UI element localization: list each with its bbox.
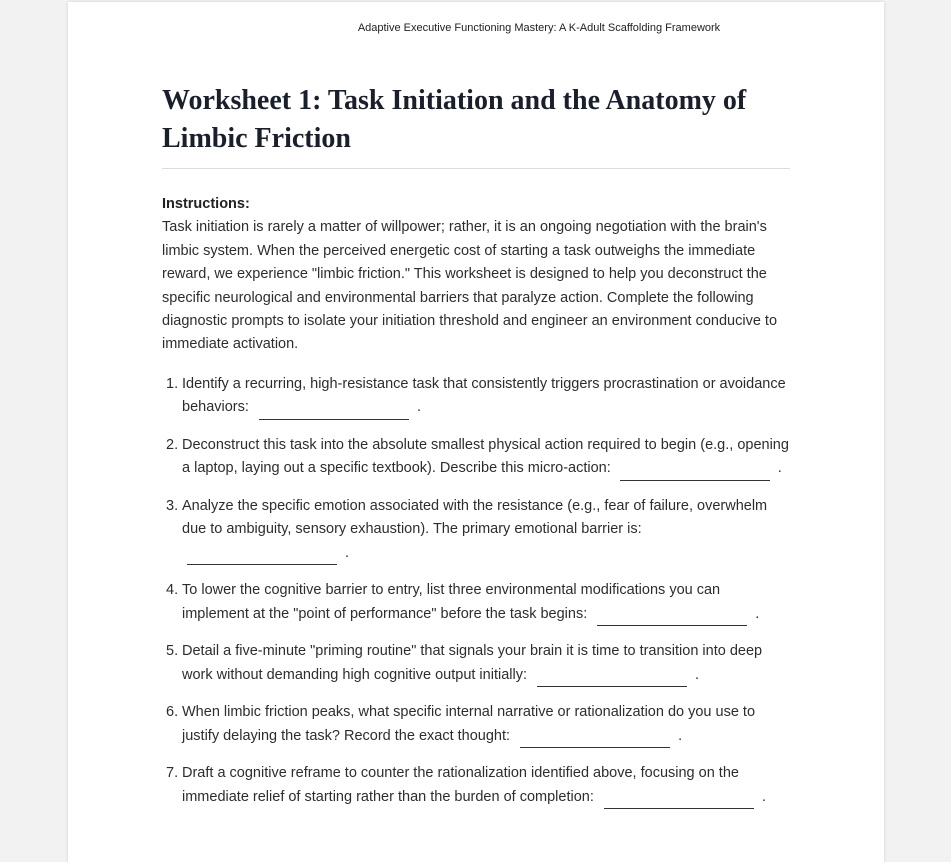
answer-blank-5[interactable] — [537, 668, 687, 687]
prompt-number: 5. — [166, 643, 179, 660]
prompt-number: 1. — [166, 375, 179, 392]
prompt-number: 3. — [166, 497, 179, 514]
blank-period: . — [761, 788, 766, 805]
prompt-item-6 — [162, 701, 790, 748]
prompt-item-7 — [162, 762, 790, 809]
answer-blank-6[interactable] — [520, 729, 670, 748]
answer-blank-3[interactable] — [187, 546, 337, 565]
running-header: Adaptive Executive Functioning Mastery: A K-Adult Scaffolding Framework — [357, 22, 721, 34]
prompt-number: 4. — [166, 582, 179, 599]
blank-period: . — [416, 399, 421, 416]
prompt-text: Identify a recurring, high-resistance task that consistently triggers procrastination or avoidance behaviors: — [182, 375, 786, 416]
worksheet-title: Worksheet 1: Task Initiation and the Anatomy of Limbic Friction — [162, 82, 790, 169]
prompt-item-3 — [162, 495, 790, 566]
blank-period: . — [678, 727, 683, 744]
instructions-text: Task initiation is rarely a matter of willpower; rather, it is an ongoing negotiation with the brain's limbic system. When the perceived energetic cost of starting a task outweighs the immediate reward, we experience "limbic friction." This worksheet is designed to help you deconstruct the specific neurological and environmental barriers that paralyze action. Complete the following diagnostic prompts to isolate your initiation threshold and engineer an environment conducive to immediate activation. — [162, 219, 778, 353]
prompt-number: 2. — [166, 436, 179, 453]
blank-period: . — [755, 605, 760, 622]
prompt-item-1 — [162, 373, 790, 420]
blank-period: . — [695, 666, 700, 683]
prompt-item-4 — [162, 579, 790, 626]
prompt-number: 7. — [166, 765, 179, 782]
answer-blank-4[interactable] — [597, 607, 747, 626]
answer-blank-1[interactable] — [259, 401, 409, 420]
prompt-text: Draft a cognitive reframe to counter the rationalization identified above, focusing on the immediate relief of starting rather than the burden of completion: — [182, 765, 739, 805]
worksheet-content — [162, 82, 790, 823]
prompt-text: Analyze the specific emotion associated with the resistance (e.g., fear of failure, overwhelm due to ambiguity, sensory exhaustion). The primary emotional barrier is: — [182, 497, 768, 538]
instructions-label: Instructions: — [162, 196, 250, 212]
prompt-text: When limbic friction peaks, what specific internal narrative or rationalization do you use to justify delaying the task? Record the exact thought: — [182, 704, 756, 744]
prompt-text: Deconstruct this task into the absolute smallest physical action required to begin (e.g., opening a laptop, laying out a specific textbook). Describe this micro-action: — [182, 436, 789, 477]
prompt-item-5 — [162, 640, 790, 687]
answer-blank-7[interactable] — [604, 790, 754, 809]
prompt-list — [162, 373, 790, 810]
blank-period: . — [777, 460, 782, 477]
prompt-item-2 — [162, 434, 790, 481]
instructions-section — [162, 193, 790, 357]
document-page — [68, 2, 884, 862]
blank-period: . — [345, 544, 350, 561]
prompt-text: Detail a five-minute "priming routine" that signals your brain it is time to transition into deep work without demanding high cognitive output initially: — [182, 643, 763, 683]
prompt-text: To lower the cognitive barrier to entry, list three environmental modifications you can implement at the "point of performance" before the task begins: — [182, 582, 721, 622]
answer-blank-2[interactable] — [620, 462, 770, 481]
prompt-number: 6. — [166, 704, 179, 721]
